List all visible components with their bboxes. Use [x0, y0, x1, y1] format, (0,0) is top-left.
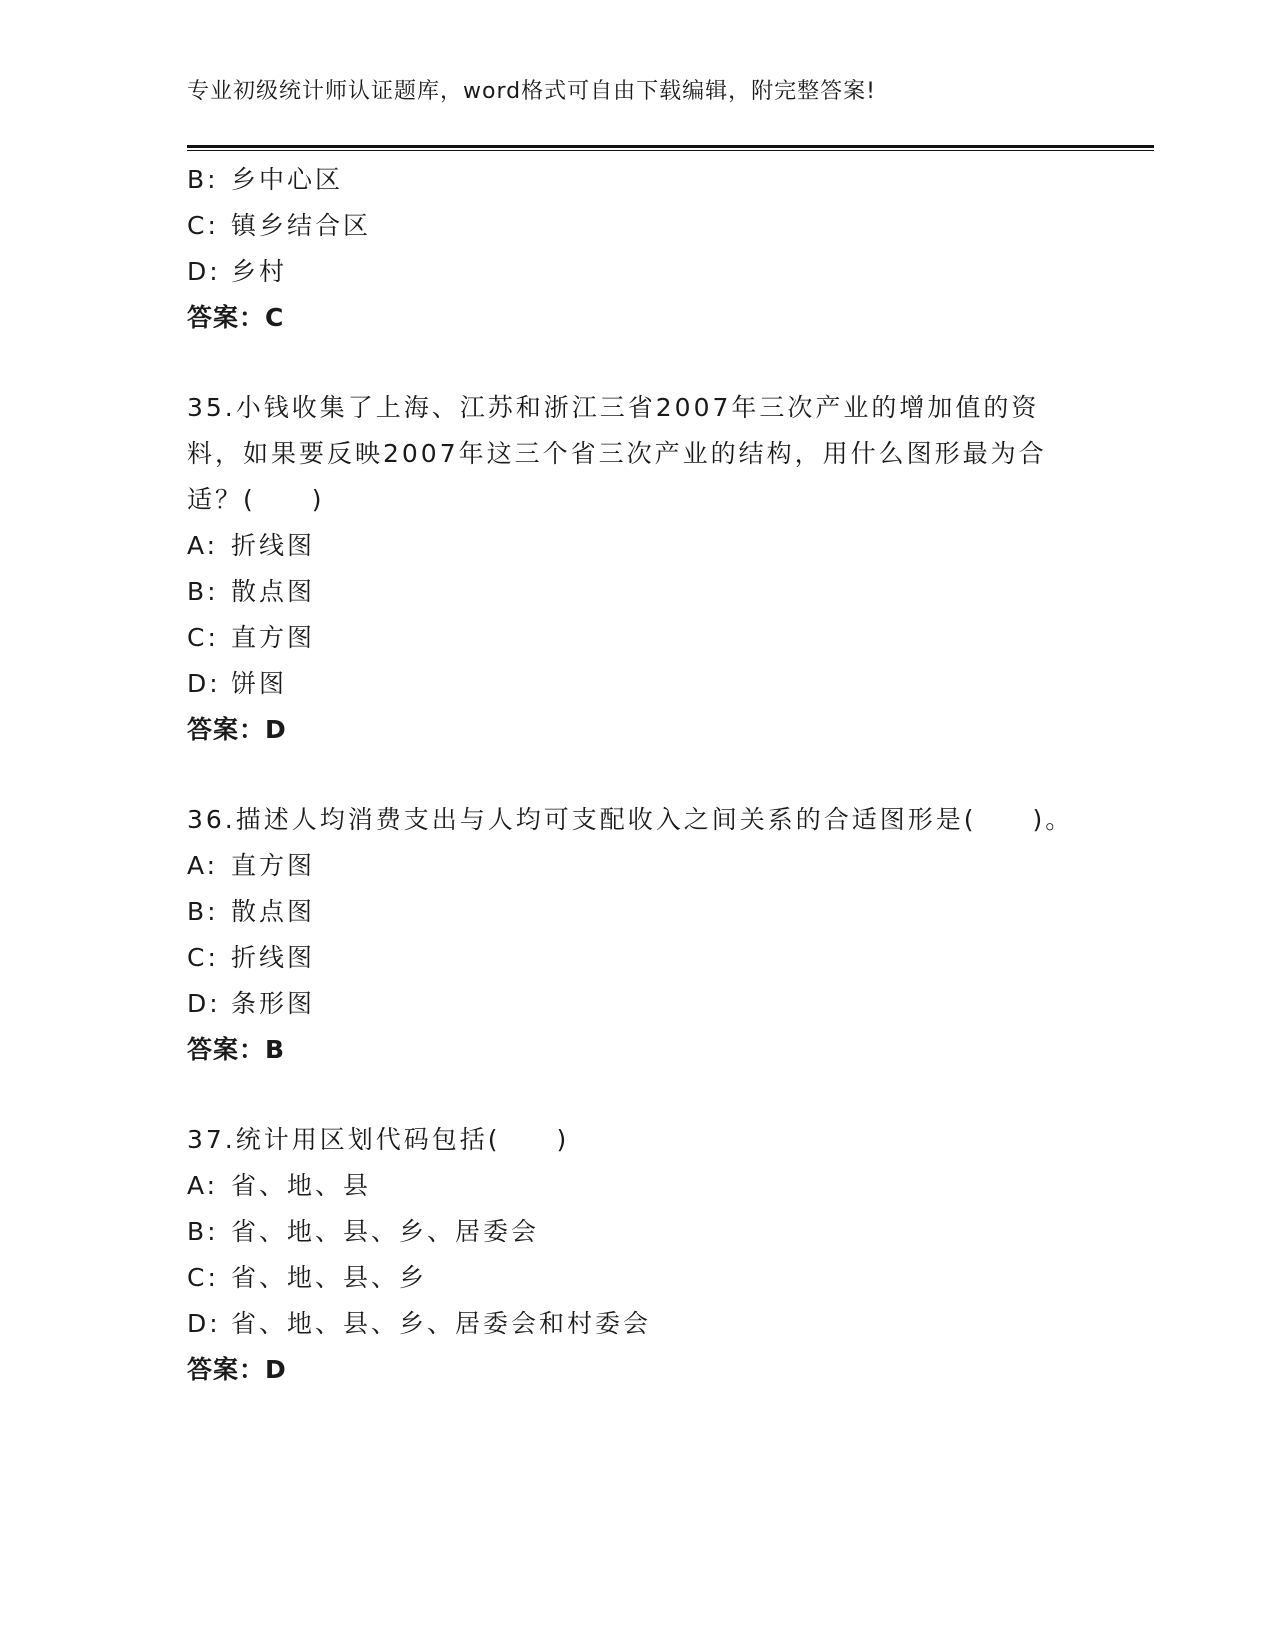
option-letter: D: — [187, 989, 221, 1018]
option-letter: A: — [187, 851, 219, 880]
question-text: 35.小钱收集了上海、江苏和浙江三省2007年三次产业的增加值的资料，如果要反映2007年这三个省三次产业的结构，用什么图形最为合适？( ) — [187, 393, 1047, 514]
option-line — [187, 249, 1087, 295]
document-content — [187, 157, 1087, 1393]
answer-line: 答案：D — [187, 1355, 287, 1384]
option-text: 镇乡结合区 — [231, 211, 372, 240]
header-rule-thick — [187, 145, 1154, 148]
option-line — [187, 1209, 1087, 1255]
option-letter: A: — [187, 531, 219, 560]
option-text: 乡村 — [231, 257, 288, 286]
option-line — [187, 981, 1087, 1027]
option-text: 折线图 — [231, 943, 316, 972]
option-line — [187, 935, 1087, 981]
option-letter: B: — [187, 577, 219, 606]
question-block-37 — [187, 1117, 1087, 1393]
option-line — [187, 1163, 1087, 1209]
question-text: 37.统计用区划代码包括( ) — [187, 1125, 570, 1154]
option-line — [187, 569, 1087, 615]
option-line — [187, 1255, 1087, 1301]
option-text: 直方图 — [231, 623, 316, 652]
option-letter: C: — [187, 943, 219, 972]
option-text: 散点图 — [231, 897, 316, 926]
option-letter: A: — [187, 1171, 219, 1200]
option-letter: B: — [187, 1217, 219, 1246]
question-block-35 — [187, 385, 1087, 753]
option-letter: B: — [187, 897, 219, 926]
option-text: 条形图 — [231, 989, 316, 1018]
option-line — [187, 661, 1087, 707]
option-text: 直方图 — [231, 851, 316, 880]
option-line — [187, 1301, 1087, 1347]
option-line — [187, 523, 1087, 569]
option-text: 省、地、县、乡、居委会 — [231, 1217, 540, 1246]
prev-question-block — [187, 157, 1087, 341]
answer-line: 答案：B — [187, 1035, 286, 1064]
option-text: 乡中心区 — [231, 165, 344, 194]
option-line — [187, 843, 1087, 889]
option-line — [187, 203, 1087, 249]
option-line — [187, 157, 1087, 203]
option-letter: D: — [187, 669, 221, 698]
option-text: 饼图 — [231, 669, 288, 698]
question-text: 36.描述人均消费支出与人均可支配收入之间关系的合适图形是( )。 — [187, 805, 1074, 834]
question-block-36 — [187, 797, 1087, 1073]
option-line — [187, 889, 1087, 935]
option-text: 省、地、县 — [231, 1171, 372, 1200]
option-letter: D: — [187, 1309, 221, 1338]
option-letter: C: — [187, 211, 219, 240]
option-text: 省、地、县、乡 — [231, 1263, 428, 1292]
option-letter: C: — [187, 1263, 219, 1292]
option-letter: B: — [187, 165, 219, 194]
header-rule-thin — [187, 150, 1154, 151]
answer-line: 答案：D — [187, 715, 287, 744]
option-letter: D: — [187, 257, 221, 286]
option-text: 折线图 — [231, 531, 316, 560]
answer-line: 答案：C — [187, 303, 285, 332]
option-line — [187, 615, 1087, 661]
page-header: 专业初级统计师认证题库，word格式可自由下载编辑，附完整答案! — [187, 79, 876, 104]
option-text: 散点图 — [231, 577, 316, 606]
option-text: 省、地、县、乡、居委会和村委会 — [231, 1309, 652, 1338]
option-letter: C: — [187, 623, 219, 652]
